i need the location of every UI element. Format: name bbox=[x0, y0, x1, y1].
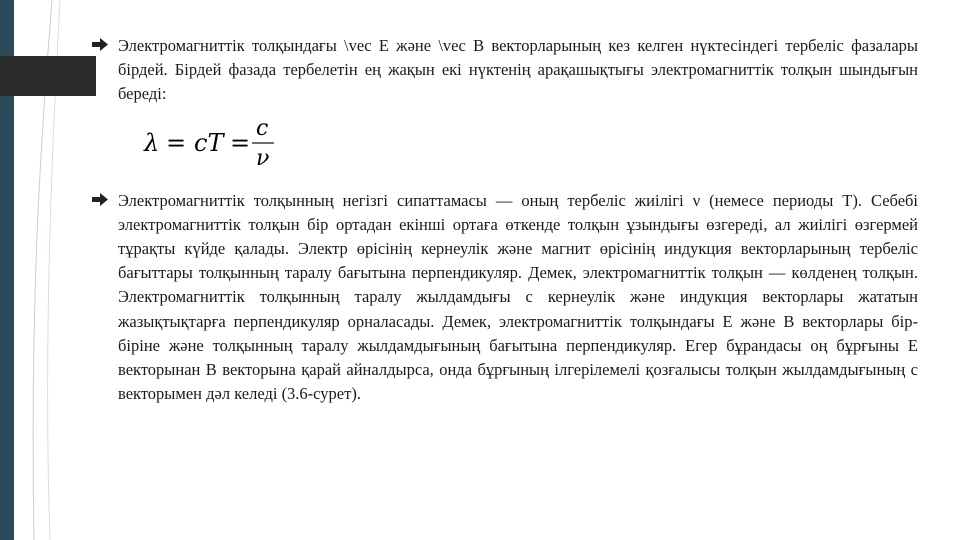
slide-content bbox=[92, 34, 918, 406]
formula-denominator: ν bbox=[256, 145, 270, 171]
wavelength-formula bbox=[116, 111, 918, 171]
formula-cT: cT bbox=[194, 128, 224, 157]
formula-numerator: c bbox=[256, 115, 269, 141]
bullet-item bbox=[92, 34, 918, 107]
bullet-item bbox=[92, 189, 918, 407]
title-tab-accent bbox=[0, 56, 96, 96]
paragraph-wavelength: Электромагниттік толқындағы \vec E және \vec B векторларының кез келген нүктесіндегі тербеліс фазалары бірдей. Бірдей фазада тербелетін ең жақын екі нүктенің арақашықтығы электромагниттік толқын шындығын береді: bbox=[118, 36, 918, 104]
arrow-bullet-icon bbox=[92, 38, 108, 51]
arrow-bullet-icon bbox=[92, 193, 108, 206]
formula-lambda: λ bbox=[144, 128, 160, 157]
formula-eq2: = bbox=[230, 128, 251, 157]
paragraph-characteristics: Электромагниттік толқынның негізгі сипаттамасы — оның тербеліс жиілігі ν (немесе периоды Т). Себебі электромагниттік толқын бір ортадан екінші ортаға өткенде толқын ұзындығы өзгереді, ал жиілігі өзгермей тұрақты күйде қалады. Электр өрісінің кернеулік және магнит өрісінің индукция векторларының тербеліс бағыттары толқынның таралу бағытына перпендикуляр. Демек, электромагниттік толқын — көлденең толқын. Электромагниттік толқынның таралу жылдамдығы с кернеулік және индукция векторлары жататын жазықтықтарға перпендикуляр орналасады. Демек, электромагниттік толқындағы Е және В векторлары бір-біріне және толқынның таралу жылдамдығының бағытына перпендикуляр. Егер бұрандасы оң бұрғыны Е векторынан В векторына қарай айналдырса, онда бұрғының ілгерілемелі қозғалысы толқын жылдамдығының с векторымен дәл келеді (3.6-сурет). bbox=[118, 190, 918, 404]
formula-eq1: = bbox=[166, 128, 187, 157]
